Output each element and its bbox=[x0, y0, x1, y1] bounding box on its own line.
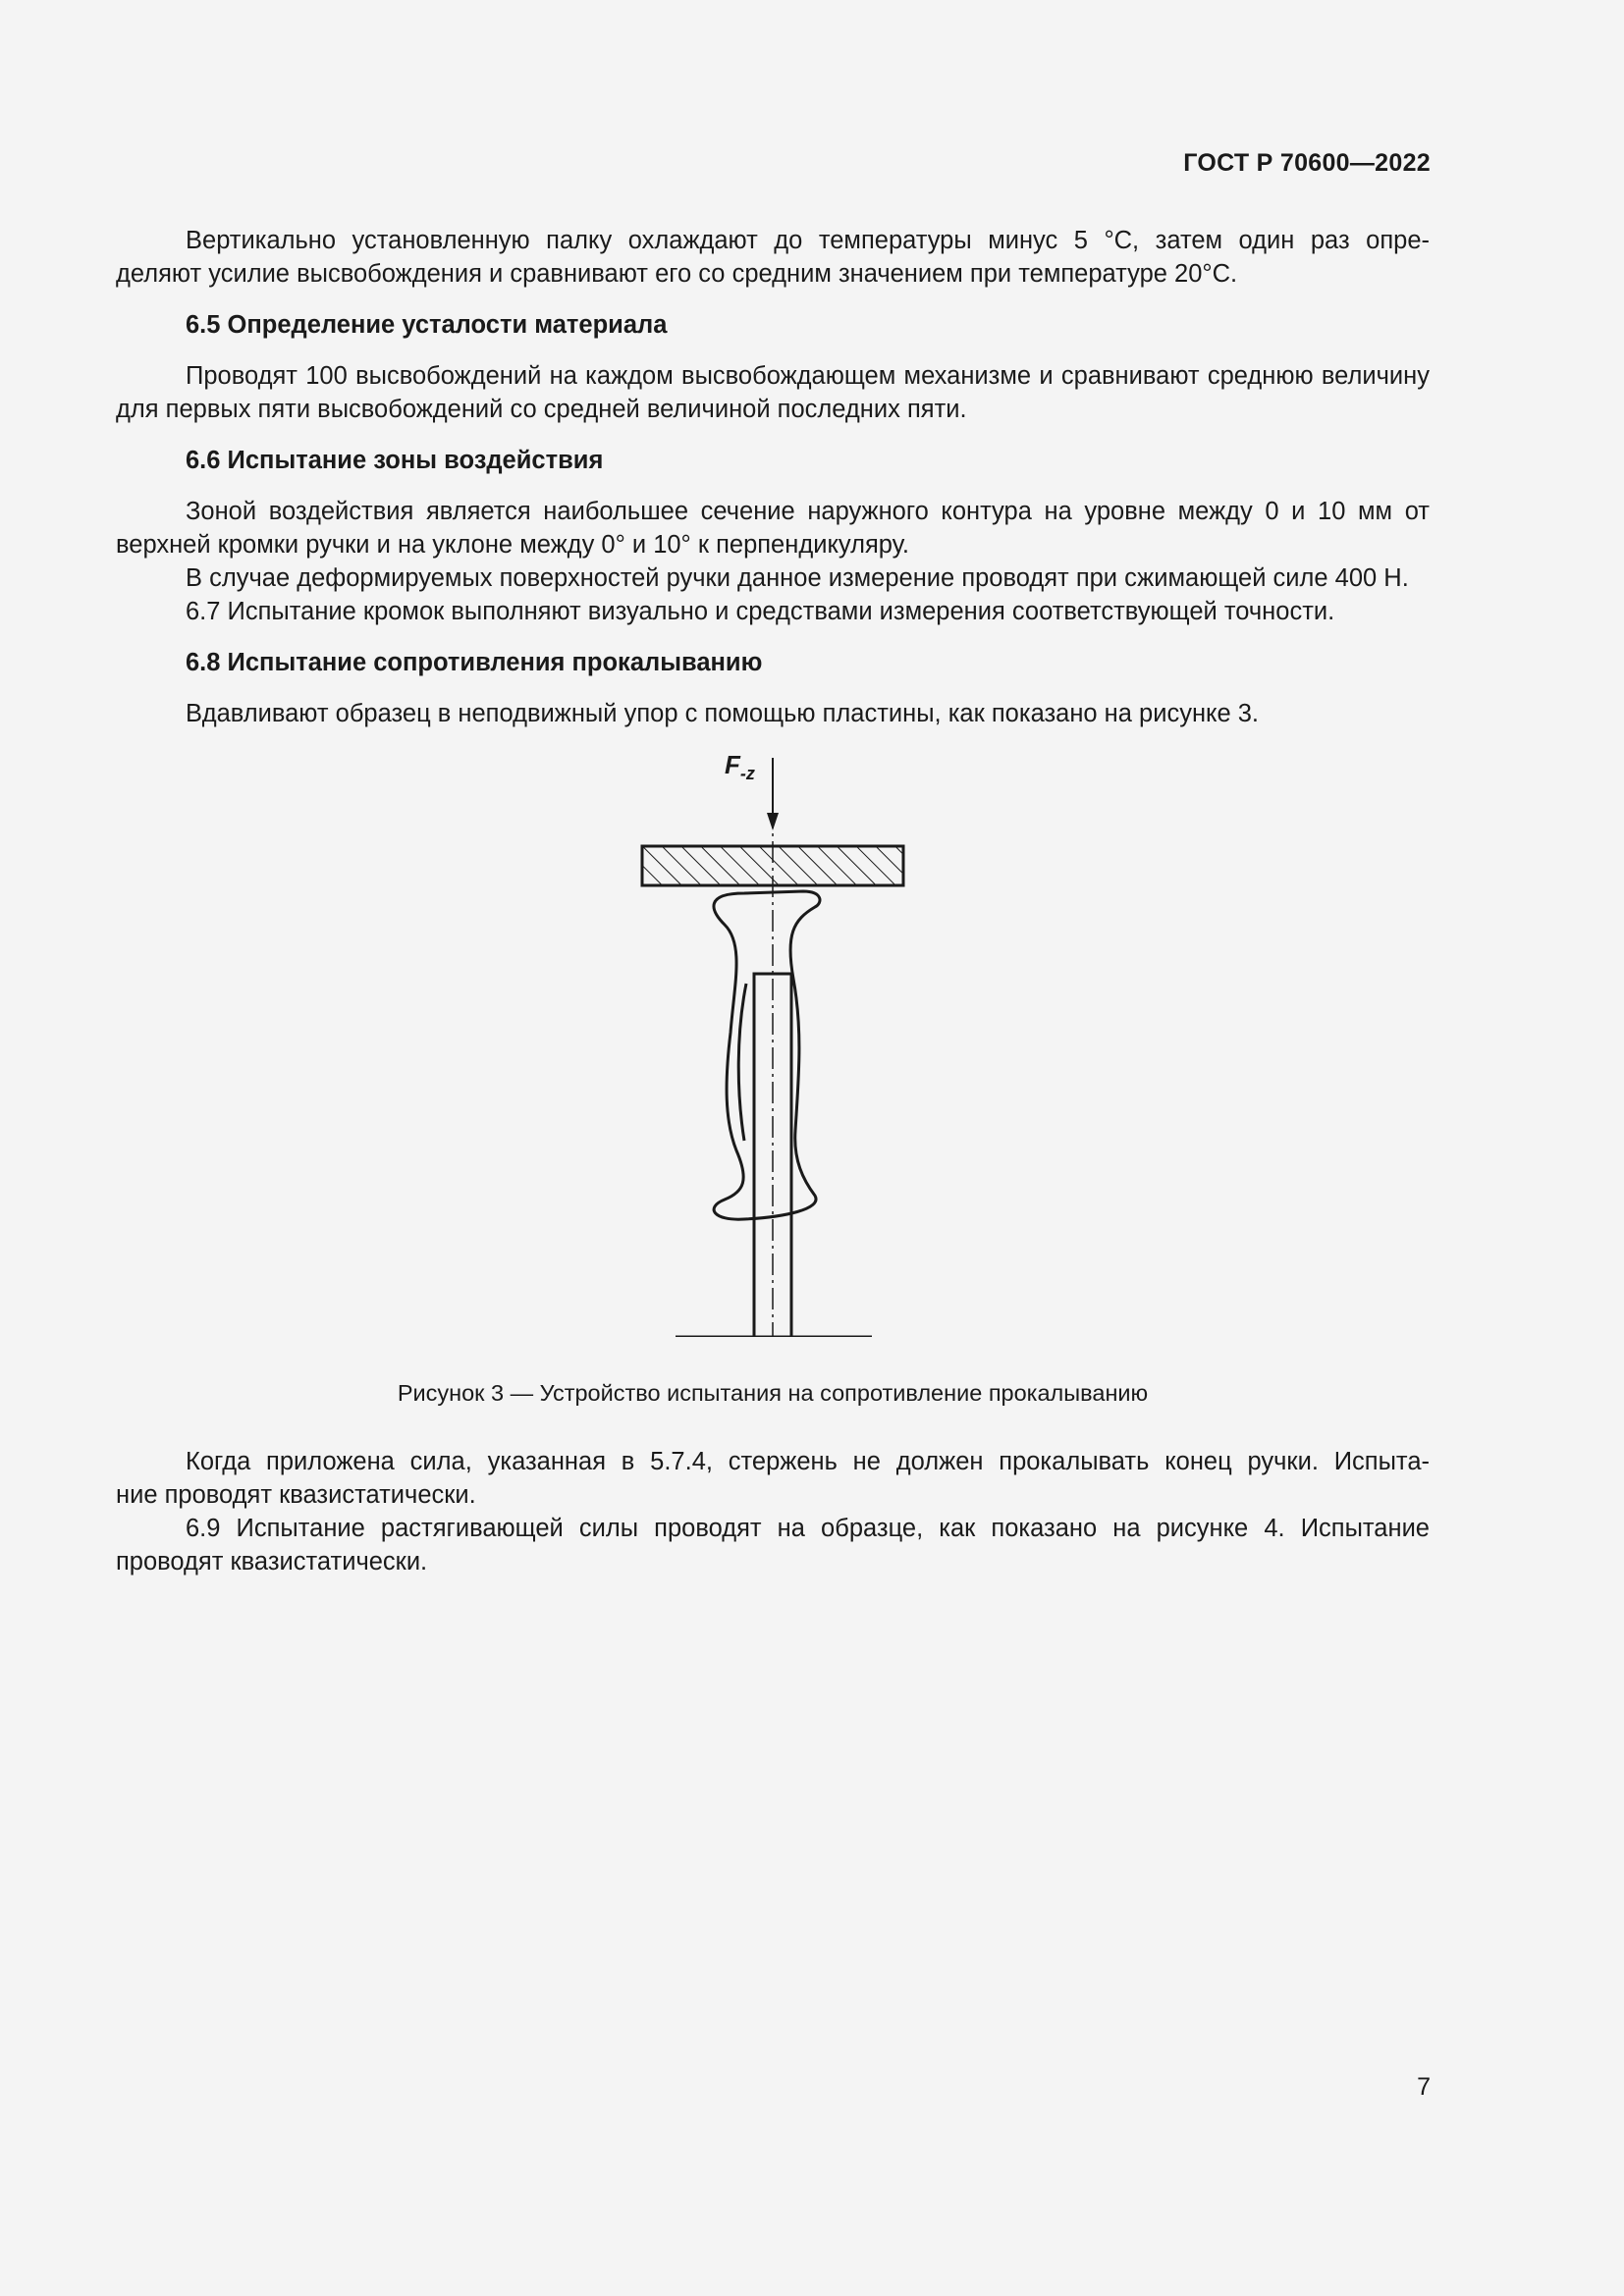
figure-3 bbox=[116, 748, 1430, 1372]
paragraph-deformable: В случае деформируемых поверхностей ручки данное измерение проводят при сжимающей силе 400 Н. bbox=[186, 564, 1409, 592]
paragraph-force-line1: Когда приложена сила, указанная в 5.7.4, стержень не должен прокалывать конец ручки. Испыта- bbox=[186, 1448, 1430, 1475]
puncture-test-diagram bbox=[116, 748, 1430, 1337]
page-content bbox=[116, 224, 1430, 1578]
handle-outline bbox=[714, 891, 820, 1219]
paragraph-tensile: 6.9 Испытание растягивающей силы проводят на образце, как показано на рисунке 4. Испытание проводят квазистатически. bbox=[116, 1515, 1430, 1575]
paragraph-force-line2: ние проводят квазистатически. bbox=[116, 1481, 476, 1509]
paragraph-impact-zone: Зоной воздействия является наибольшее сечение наружного контура на уровне между 0 и 10 мм от верхней кромки ручки и на уклоне между 0° и 10° к перпендикуляру. bbox=[116, 498, 1430, 559]
document-header: ГОСТ Р 70600—2022 bbox=[1183, 149, 1431, 177]
paragraph-cooling-line1: Вертикально установленную палку охлаждают до температуры минус 5 °С, затем один раз опре- bbox=[186, 227, 1430, 254]
heading-6-5: 6.5 Определение усталости материала bbox=[186, 311, 668, 339]
paragraph-press: Вдавливают образец в неподвижный упор с помощью пластины, как показано на рисунке 3. bbox=[186, 700, 1260, 727]
page-number: 7 bbox=[1417, 2073, 1431, 2101]
heading-6-6: 6.6 Испытание зоны воздействия bbox=[186, 447, 604, 474]
paragraph-edges: 6.7 Испытание кромок выполняют визуально и средствами измерения соответствующей точности. bbox=[186, 598, 1335, 625]
paragraph-cooling-line2: деляют усилие высвобождения и сравнивают его со средним значением при температуре 20°С. bbox=[116, 260, 1238, 288]
force-label: $F_{-z}$ bbox=[725, 750, 755, 783]
heading-6-8: 6.8 Испытание сопротивления прокалыванию bbox=[186, 649, 763, 676]
handle-inner-contour bbox=[738, 984, 746, 1141]
figure-caption: Рисунок 3 — Устройство испытания на сопротивление прокалыванию bbox=[397, 1380, 1149, 1406]
paragraph-fatigue: Проводят 100 высвобождений на каждом высвобождающем механизме и сравнивают среднюю величину для первых пяти высвобождений со средней величиной последних пяти. bbox=[116, 362, 1430, 423]
